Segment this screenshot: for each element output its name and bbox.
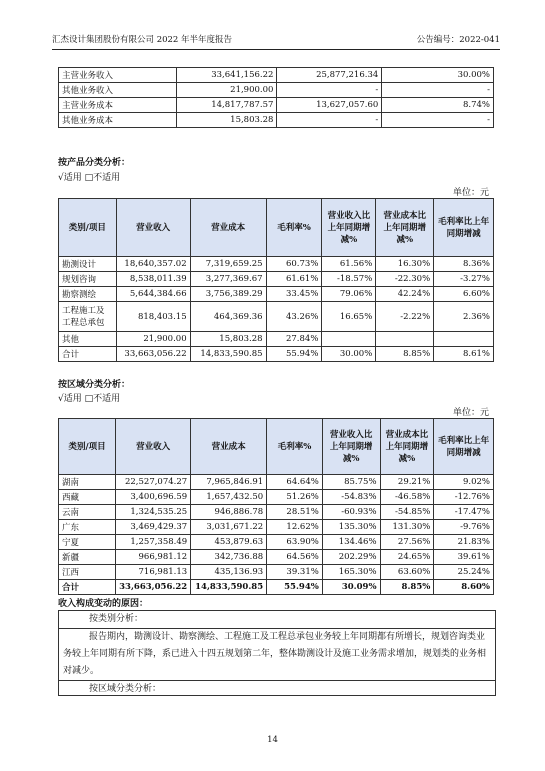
cell: 79.06% — [322, 287, 376, 302]
table-header-row — [59, 419, 494, 475]
page-header — [52, 33, 500, 50]
cell: 3,031,671.22 — [191, 520, 267, 535]
cell: 61.61% — [266, 272, 322, 287]
cell: 广东 — [59, 520, 116, 535]
table-row — [59, 535, 494, 550]
table-row-total — [59, 580, 494, 595]
cell: 14,817,787.57 — [176, 98, 277, 113]
cell: 8.60% — [434, 580, 494, 595]
product-analysis-table — [58, 198, 494, 362]
cell: 33,663,056.22 — [116, 347, 190, 362]
cell: 合计 — [59, 580, 116, 595]
cell: 64.64% — [267, 475, 323, 490]
cell: 1,657,432.50 — [191, 490, 267, 505]
region-section-title: 按区域分类分析： — [58, 380, 131, 390]
column-header: 营业收入 — [116, 199, 190, 257]
cell: -46.58% — [380, 490, 434, 505]
table-row — [59, 83, 494, 98]
cell: - — [382, 113, 494, 128]
cell: 21.83% — [434, 535, 494, 550]
cell: 63.60% — [380, 565, 434, 580]
cell: 13,627,057.60 — [277, 98, 382, 113]
cell: 12.62% — [267, 520, 323, 535]
reason-box — [58, 610, 496, 696]
cell: 3,277,369.67 — [190, 272, 266, 287]
cell: 规划咨询 — [59, 272, 117, 287]
cell: -17.47% — [434, 505, 494, 520]
cell: 61.56% — [322, 257, 376, 272]
cell: 8.85% — [376, 347, 434, 362]
cell: -22.30% — [376, 272, 434, 287]
cell: 165.30% — [322, 565, 380, 580]
cell: 14,833,590.85 — [191, 580, 267, 595]
region-analysis-table — [58, 418, 494, 595]
cell: 55.94% — [267, 580, 323, 595]
column-header: 营业收入比上年同期增减% — [322, 419, 380, 475]
column-header: 毛利率比上年同期增减 — [434, 419, 494, 475]
table-row — [59, 505, 494, 520]
cell: 818,403.15 — [116, 302, 190, 332]
table-header-row — [59, 199, 494, 257]
cell: - — [382, 83, 494, 98]
cell: 16.30% — [376, 257, 434, 272]
cell: 5,644,384.66 — [116, 287, 190, 302]
cell: 8,538,011.39 — [116, 272, 190, 287]
product-section-title: 按产品分类分析： — [58, 158, 131, 168]
cell: 27.56% — [380, 535, 434, 550]
cell: 25,877,216.34 — [277, 68, 382, 83]
cell: 14,833,590.85 — [190, 347, 266, 362]
cell: - — [277, 113, 382, 128]
column-header: 类别/项目 — [59, 199, 117, 257]
cell: 30.00% — [382, 68, 494, 83]
cell: 131.30% — [380, 520, 434, 535]
cell: 51.26% — [267, 490, 323, 505]
region-applicability: √适用 □不适用 — [58, 394, 121, 404]
cell: 60.73% — [266, 257, 322, 272]
table-row — [59, 113, 494, 128]
cell: 新疆 — [59, 550, 116, 565]
table-row — [59, 475, 494, 490]
table-row — [59, 68, 494, 83]
cell: 134.46% — [322, 535, 380, 550]
cell: 946,886.78 — [191, 505, 267, 520]
reason-region-label: 按区域分类分析： — [59, 680, 495, 698]
cell — [376, 332, 434, 347]
cell: 64.56% — [267, 550, 323, 565]
cell: 8.85% — [380, 580, 434, 595]
cell: 湖南 — [59, 475, 116, 490]
cell: 8.74% — [382, 98, 494, 113]
table-row — [59, 98, 494, 113]
cell: 33,641,156.22 — [176, 68, 277, 83]
reason-section-title: 收入构成变动的原因： — [58, 599, 149, 609]
cell: -18.57% — [322, 272, 376, 287]
column-header: 类别/项目 — [59, 419, 116, 475]
cell: -12.76% — [434, 490, 494, 505]
cell: 39.31% — [267, 565, 323, 580]
cell: 464,369.36 — [190, 302, 266, 332]
cell: -60.93% — [322, 505, 380, 520]
cell: -3.27% — [434, 272, 494, 287]
cell: - — [277, 83, 382, 98]
cell: 435,136.93 — [191, 565, 267, 580]
cell: 1,257,358.49 — [116, 535, 191, 550]
table-row — [59, 332, 494, 347]
cell: 342,736.88 — [191, 550, 267, 565]
cell: 合计 — [59, 347, 117, 362]
cell: 21,900.00 — [176, 83, 277, 98]
reason-category-label: 按类别分析： — [59, 611, 495, 629]
cell: 西藏 — [59, 490, 116, 505]
cell: 63.90% — [267, 535, 323, 550]
cell: 6.60% — [434, 287, 494, 302]
cell: 勘测设计 — [59, 257, 117, 272]
cell: 3,400,696.59 — [116, 490, 191, 505]
table-row — [59, 272, 494, 287]
column-header: 营业收入 — [116, 419, 191, 475]
column-header: 营业成本 — [190, 199, 266, 257]
cell: 工程施工及工程总承包 — [59, 302, 117, 332]
cell: 云南 — [59, 505, 116, 520]
cell: 8.61% — [434, 347, 494, 362]
product-unit-label: 单位：元 — [452, 188, 489, 198]
revenue-cost-table — [58, 67, 494, 128]
column-header: 营业收入比上年同期增减% — [322, 199, 376, 257]
column-header: 营业成本比上年同期增减% — [376, 199, 434, 257]
cell: 202.29% — [322, 550, 380, 565]
cell: 勘察测绘 — [59, 287, 117, 302]
column-header: 营业成本比上年同期增减% — [380, 419, 434, 475]
cell — [434, 332, 494, 347]
product-applicability: √适用 □不适用 — [58, 173, 121, 183]
cell: 18,640,357.02 — [116, 257, 190, 272]
table-row-total — [59, 347, 494, 362]
cell: 江西 — [59, 565, 116, 580]
table-row — [59, 490, 494, 505]
cell: 9.02% — [434, 475, 494, 490]
column-header: 毛利率% — [266, 199, 322, 257]
header-company: 汇杰设计集团股份有限公司 2022 年半年度报告 — [52, 35, 233, 45]
column-header: 毛利率% — [267, 419, 323, 475]
cell: 宁夏 — [59, 535, 116, 550]
table-row — [59, 287, 494, 302]
cell: 其他业务成本 — [59, 113, 177, 128]
cell: 其他业务收入 — [59, 83, 177, 98]
cell: 39.61% — [434, 550, 494, 565]
cell: -54.83% — [322, 490, 380, 505]
cell: 716,981.13 — [116, 565, 191, 580]
cell: 2.36% — [434, 302, 494, 332]
cell: 33,663,056.22 — [116, 580, 191, 595]
table-row — [59, 520, 494, 535]
cell: 28.51% — [267, 505, 323, 520]
cell: 22,527,074.27 — [116, 475, 191, 490]
cell: 7,965,846.91 — [191, 475, 267, 490]
cell: -2.22% — [376, 302, 434, 332]
cell: 主营业务收入 — [59, 68, 177, 83]
column-header: 毛利率比上年同期增减 — [434, 199, 494, 257]
cell: 33.45% — [266, 287, 322, 302]
cell: 21,900.00 — [116, 332, 190, 347]
cell: 966,981.12 — [116, 550, 191, 565]
cell: 25.24% — [434, 565, 494, 580]
cell: 43.26% — [266, 302, 322, 332]
cell: -54.85% — [380, 505, 434, 520]
cell: 7,319,659.25 — [190, 257, 266, 272]
cell: 29.21% — [380, 475, 434, 490]
region-unit-label: 单位：元 — [452, 408, 489, 418]
cell: 主营业务成本 — [59, 98, 177, 113]
page-number: 14 — [267, 735, 278, 745]
cell: 16.65% — [322, 302, 376, 332]
column-header: 营业成本 — [191, 419, 267, 475]
cell: 27.84% — [266, 332, 322, 347]
header-announcement-no: 公告编号：2022-041 — [416, 35, 500, 45]
cell: 3,756,389.29 — [190, 287, 266, 302]
table-row — [59, 565, 494, 580]
cell: 15,803.28 — [176, 113, 277, 128]
table-row — [59, 550, 494, 565]
cell: -9.76% — [434, 520, 494, 535]
cell — [322, 332, 376, 347]
cell: 30.09% — [322, 580, 380, 595]
cell: 15,803.28 — [190, 332, 266, 347]
cell: 3,469,429.37 — [116, 520, 191, 535]
cell: 1,324,535.25 — [116, 505, 191, 520]
cell: 55.94% — [266, 347, 322, 362]
table-row — [59, 257, 494, 272]
cell: 24.65% — [380, 550, 434, 565]
cell: 135.30% — [322, 520, 380, 535]
cell: 85.75% — [322, 475, 380, 490]
cell: 42.24% — [376, 287, 434, 302]
reason-paragraph: 报告期内，勘测设计、勘察测绘、工程施工及工程总承包业务较上年同期都有所增长，规划咨询类业务较上年同期有所下降，系已进入十四五规划第二年，整体勘测设计及施工业务需求增加，规划类的业务相对减少。 — [63, 632, 487, 676]
cell: 453,879.63 — [191, 535, 267, 550]
cell: 8.36% — [434, 257, 494, 272]
cell: 30.00% — [322, 347, 376, 362]
table-row — [59, 302, 494, 332]
cell: 其他 — [59, 332, 117, 347]
